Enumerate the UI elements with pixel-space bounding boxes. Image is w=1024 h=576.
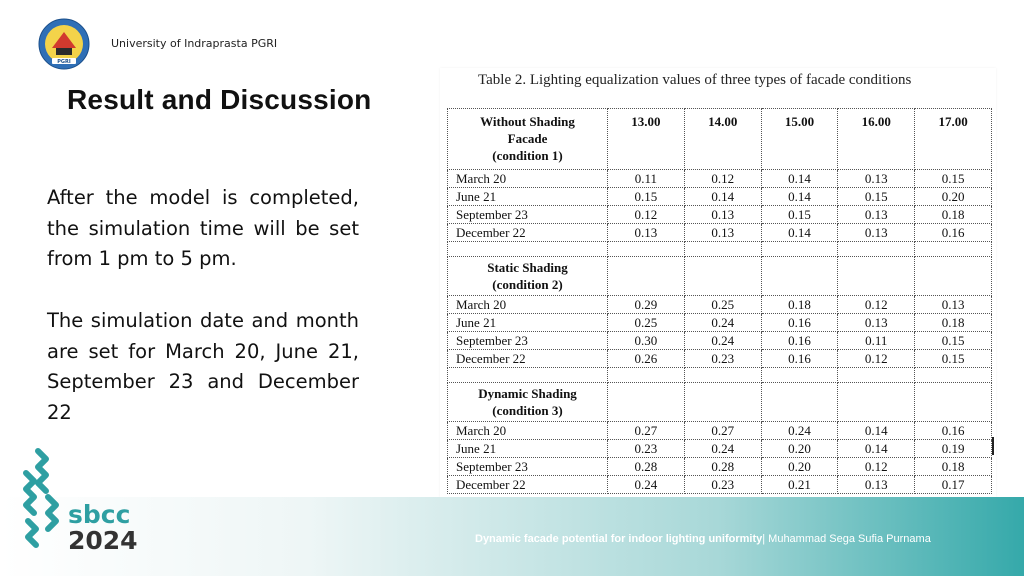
section-label-line: (condition 3) [492, 403, 563, 418]
value-cell: 0.23 [684, 476, 761, 494]
empty-cell [684, 383, 761, 422]
table-row [448, 188, 992, 206]
date-cell: September 23 [448, 332, 608, 350]
value-cell: 0.27 [684, 422, 761, 440]
spacer-cell [915, 242, 992, 257]
section-label-line: Static Shading [487, 260, 568, 275]
value-cell: 0.16 [915, 224, 992, 242]
empty-cell [915, 383, 992, 422]
value-cell: 0.14 [761, 188, 838, 206]
lighting-equalization-table [447, 108, 992, 494]
date-cell: December 22 [448, 224, 608, 242]
value-cell: 0.16 [761, 314, 838, 332]
value-cell: 0.12 [838, 296, 915, 314]
section-label-line: Dynamic Shading [478, 386, 577, 401]
empty-cell [761, 257, 838, 296]
footer-caption [475, 533, 931, 545]
time-header: 13.00 [608, 109, 685, 170]
empty-cell [915, 257, 992, 296]
value-cell: 0.14 [838, 440, 915, 458]
value-cell: 0.13 [838, 314, 915, 332]
value-cell: 0.30 [608, 332, 685, 350]
value-cell: 0.12 [684, 170, 761, 188]
value-cell: 0.16 [761, 332, 838, 350]
spacer-cell [448, 242, 608, 257]
brand-name: sbcc [68, 500, 131, 529]
value-cell: 0.24 [684, 332, 761, 350]
date-cell: March 20 [448, 422, 608, 440]
value-cell: 0.21 [761, 476, 838, 494]
value-cell: 0.20 [915, 188, 992, 206]
brand-year: 2024 [68, 526, 138, 555]
value-cell: 0.24 [761, 422, 838, 440]
value-cell: 0.24 [684, 314, 761, 332]
university-logo [38, 18, 90, 70]
empty-cell [838, 383, 915, 422]
value-cell: 0.13 [608, 224, 685, 242]
value-cell: 0.11 [838, 332, 915, 350]
value-cell: 0.18 [761, 296, 838, 314]
table-row [448, 350, 992, 368]
value-cell: 0.18 [915, 458, 992, 476]
section-header-row [448, 383, 992, 422]
page-title: Result and Discussion [67, 84, 372, 115]
value-cell: 0.12 [838, 350, 915, 368]
table-row [448, 170, 992, 188]
value-cell: 0.20 [761, 458, 838, 476]
spacer-cell [684, 242, 761, 257]
value-cell: 0.23 [684, 350, 761, 368]
text-cursor [992, 437, 994, 455]
table-row [448, 296, 992, 314]
date-cell: June 21 [448, 314, 608, 332]
empty-cell [608, 257, 685, 296]
value-cell: 0.25 [608, 314, 685, 332]
section-label-line: Facade [507, 131, 548, 146]
value-cell: 0.25 [684, 296, 761, 314]
logo-text: PGRI [57, 59, 71, 65]
table-row [448, 206, 992, 224]
spacer-cell [915, 368, 992, 383]
value-cell: 0.26 [608, 350, 685, 368]
date-cell: June 21 [448, 440, 608, 458]
value-cell: 0.15 [608, 188, 685, 206]
value-cell: 0.13 [838, 476, 915, 494]
table-caption: Table 2. Lighting equalization values of three types of facade conditions [478, 72, 912, 88]
time-header: 16.00 [838, 109, 915, 170]
spacer-cell [684, 368, 761, 383]
section-header-cell [448, 109, 608, 170]
table-row [448, 458, 992, 476]
date-cell: March 20 [448, 170, 608, 188]
value-cell: 0.14 [838, 422, 915, 440]
table-row [448, 314, 992, 332]
date-cell: December 22 [448, 476, 608, 494]
value-cell: 0.12 [838, 458, 915, 476]
value-cell: 0.17 [915, 476, 992, 494]
date-cell: September 23 [448, 458, 608, 476]
spacer-cell [761, 368, 838, 383]
value-cell: 0.15 [915, 170, 992, 188]
value-cell: 0.23 [608, 440, 685, 458]
spacer-cell [761, 242, 838, 257]
section-header-cell [448, 257, 608, 296]
spacer-row [448, 242, 992, 257]
value-cell: 0.18 [915, 314, 992, 332]
table-row [448, 332, 992, 350]
value-cell: 0.15 [838, 188, 915, 206]
empty-cell [838, 257, 915, 296]
value-cell: 0.27 [608, 422, 685, 440]
value-cell: 0.20 [761, 440, 838, 458]
date-cell: December 22 [448, 350, 608, 368]
value-cell: 0.13 [684, 224, 761, 242]
value-cell: 0.24 [684, 440, 761, 458]
time-header: 15.00 [761, 109, 838, 170]
value-cell: 0.19 [915, 440, 992, 458]
value-cell: 0.14 [684, 188, 761, 206]
spacer-cell [838, 368, 915, 383]
value-cell: 0.15 [915, 332, 992, 350]
value-cell: 0.24 [608, 476, 685, 494]
body-paragraph-2: The simulation date and month are set for March 20, June 21, September 23 and December 22 [47, 309, 359, 424]
section-label-line: (condition 1) [492, 148, 563, 163]
table-row [448, 476, 992, 494]
value-cell: 0.18 [915, 206, 992, 224]
footer-author: | Muhammad Sega Sufia Purnama [762, 533, 931, 545]
table-row [448, 440, 992, 458]
date-cell: March 20 [448, 296, 608, 314]
table-row [448, 224, 992, 242]
value-cell: 0.12 [608, 206, 685, 224]
value-cell: 0.14 [761, 224, 838, 242]
section-header-row [448, 257, 992, 296]
value-cell: 0.11 [608, 170, 685, 188]
time-header: 17.00 [915, 109, 992, 170]
spacer-row [448, 368, 992, 383]
value-cell: 0.29 [608, 296, 685, 314]
section-header-cell [448, 383, 608, 422]
date-cell: September 23 [448, 206, 608, 224]
value-cell: 0.28 [608, 458, 685, 476]
value-cell: 0.13 [838, 206, 915, 224]
value-cell: 0.28 [684, 458, 761, 476]
value-cell: 0.15 [761, 206, 838, 224]
empty-cell [608, 383, 685, 422]
empty-cell [684, 257, 761, 296]
date-cell: June 21 [448, 188, 608, 206]
value-cell: 0.13 [684, 206, 761, 224]
value-cell: 0.16 [915, 422, 992, 440]
section-label-line: Without Shading [480, 114, 575, 129]
footer-title: Dynamic facade potential for indoor lighting uniformity [475, 533, 763, 545]
section-label-line: (condition 2) [492, 277, 563, 292]
value-cell: 0.15 [915, 350, 992, 368]
spacer-cell [838, 242, 915, 257]
table-header-row [448, 109, 992, 170]
time-header: 14.00 [684, 109, 761, 170]
value-cell: 0.13 [838, 170, 915, 188]
institution-name: University of Indraprasta PGRI [111, 37, 278, 50]
spacer-cell [608, 368, 685, 383]
spacer-cell [448, 368, 608, 383]
value-cell: 0.16 [761, 350, 838, 368]
table-row [448, 422, 992, 440]
value-cell: 0.14 [761, 170, 838, 188]
value-cell: 0.13 [838, 224, 915, 242]
spacer-cell [608, 242, 685, 257]
empty-cell [761, 383, 838, 422]
body-paragraph-1: After the model is completed, the simulation time will be set from 1 pm to 5 pm. [47, 186, 359, 270]
value-cell: 0.13 [915, 296, 992, 314]
